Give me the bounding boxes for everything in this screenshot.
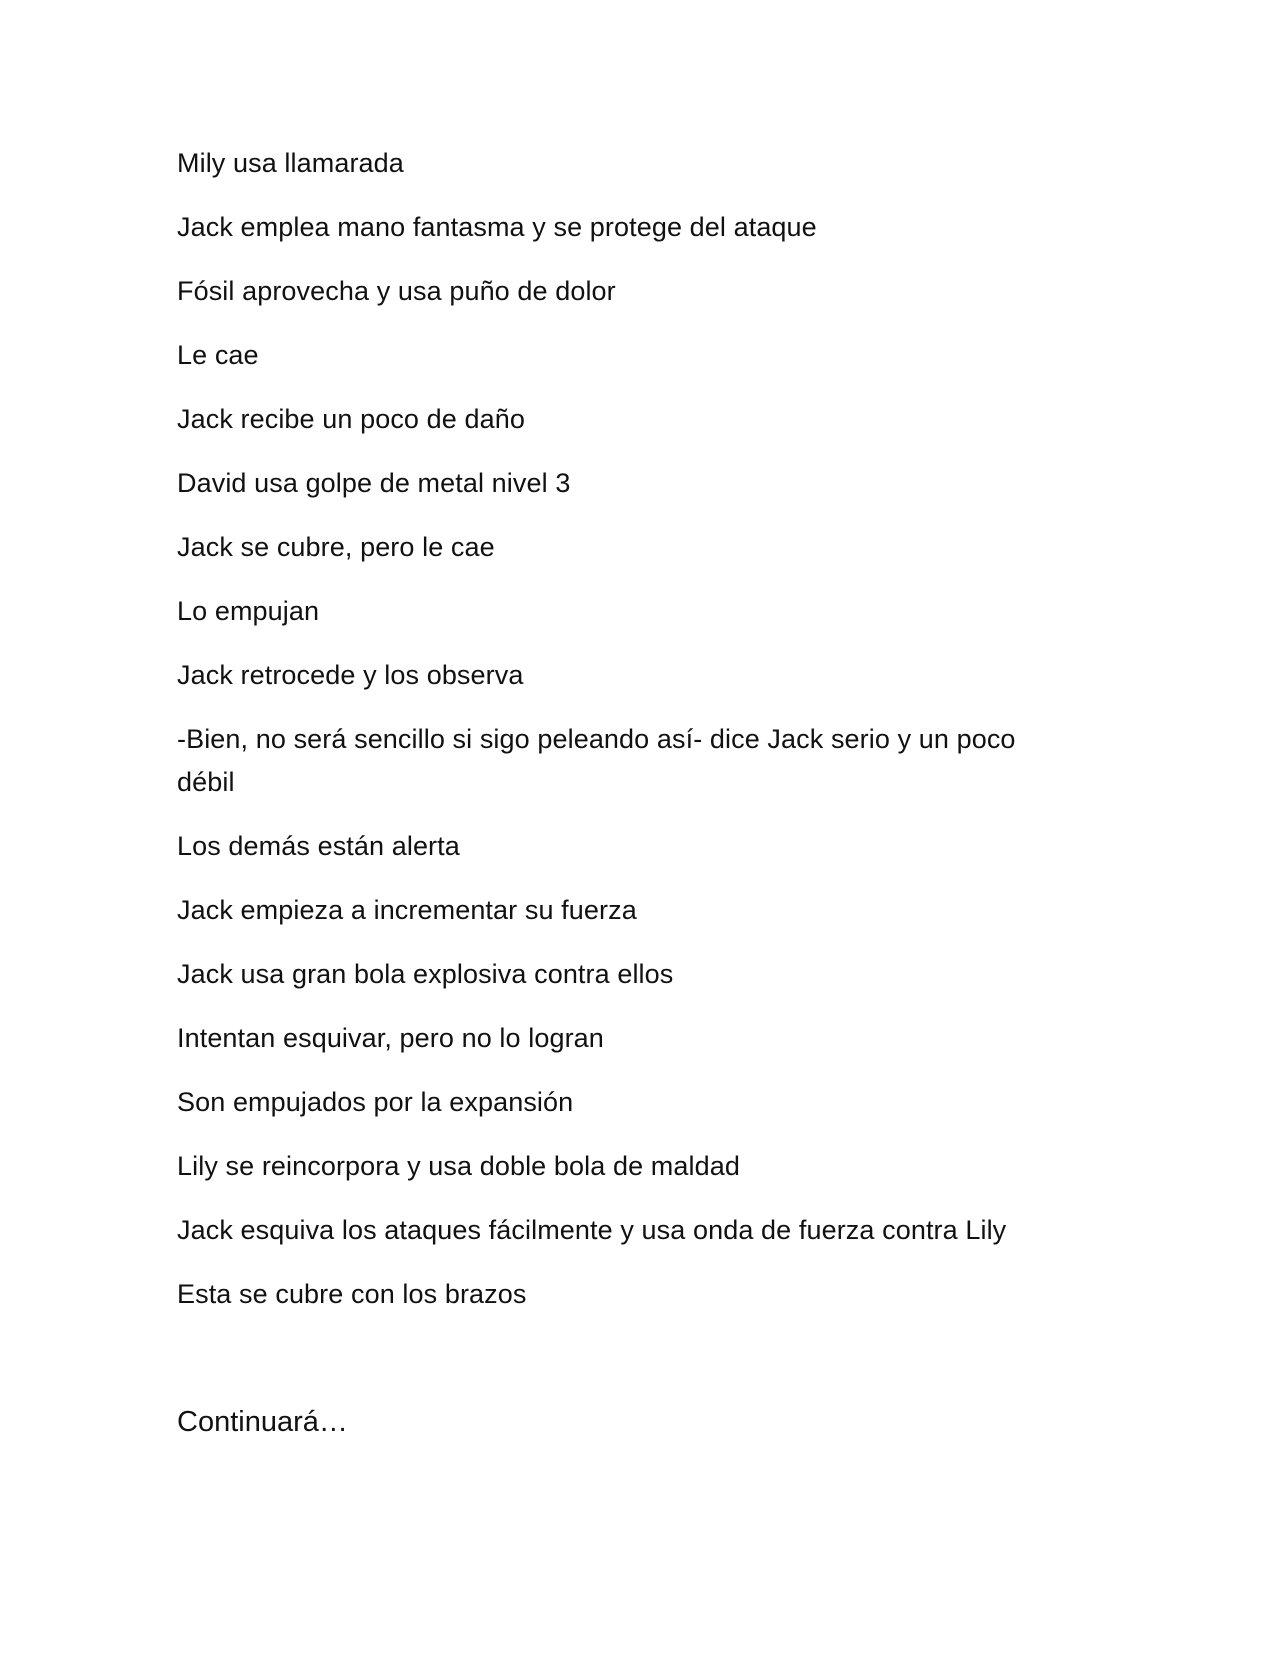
paragraph: Lo empujan bbox=[177, 596, 320, 626]
paragraph: Jack retrocede y los observa bbox=[177, 660, 524, 690]
paragraph: Jack usa gran bola explosiva contra ellos bbox=[177, 959, 674, 989]
paragraph: Jack emplea mano fantasma y se protege del ataque bbox=[177, 212, 817, 242]
ending-text: Continuará… bbox=[177, 1406, 348, 1438]
paragraph: Esta se cubre con los brazos bbox=[177, 1279, 527, 1309]
paragraph: Mily usa llamarada bbox=[177, 148, 404, 178]
paragraph: Jack se cubre, pero le cae bbox=[177, 532, 495, 562]
paragraph: Lily se reincorpora y usa doble bola de maldad bbox=[177, 1151, 740, 1181]
blank-line bbox=[177, 1337, 1057, 1401]
paragraph: Jack recibe un poco de daño bbox=[177, 404, 525, 434]
paragraph: Los demás están alerta bbox=[177, 831, 460, 861]
paragraph: Son empujados por la expansión bbox=[177, 1087, 574, 1117]
paragraph: David usa golpe de metal nivel 3 bbox=[177, 468, 571, 498]
paragraph: -Bien, no será sencillo si sigo peleando así- dice Jack serio y un poco débil bbox=[177, 724, 1016, 797]
paragraph: Le cae bbox=[177, 340, 259, 370]
paragraph: Jack esquiva los ataques fácilmente y usa onda de fuerza contra Lily bbox=[177, 1215, 1007, 1245]
paragraph: Intentan esquivar, pero no lo logran bbox=[177, 1023, 604, 1053]
paragraph: Fósil aprovecha y usa puño de dolor bbox=[177, 276, 616, 306]
document-page bbox=[177, 142, 1057, 1444]
paragraph: Jack empieza a incrementar su fuerza bbox=[177, 895, 637, 925]
